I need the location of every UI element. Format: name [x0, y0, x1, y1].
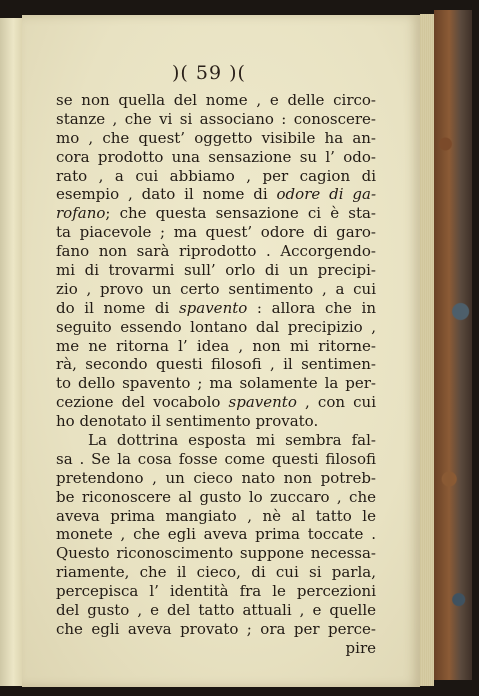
- text-segment: mi di trovarmi sull’ orlo di un precipi-: [56, 261, 376, 280]
- text-line: [56, 525, 376, 544]
- text-line: [56, 242, 376, 261]
- text-segment: monete , che egli aveva prima toccate .: [56, 525, 376, 544]
- page-fore-edge: [420, 14, 434, 686]
- text-segment: se non quella del nome , e delle circo-: [56, 91, 376, 109]
- text-line: [56, 507, 376, 526]
- text-segment: ta piacevole ; ma quest’ odore di garo-: [56, 223, 376, 242]
- facing-page-edge: [0, 18, 23, 686]
- text-segment: percepisca l’ identità fra le percezioni: [56, 582, 376, 601]
- text-line: [56, 318, 376, 337]
- text-segment: cora prodotto una sensazione su l’ odo-: [56, 147, 376, 166]
- text-line: [56, 280, 376, 299]
- text-line: [56, 185, 376, 204]
- text-line: [56, 450, 376, 469]
- text-line: [56, 601, 376, 620]
- text-segment: do il nome di: [56, 298, 179, 317]
- body-text: [56, 91, 376, 658]
- text-segment: sa . Se la cosa fosse come questi filosofi: [56, 449, 376, 468]
- text-segment: pretendono , un cieco nato non potreb-: [56, 468, 376, 487]
- text-segment: riamente, che il cieco, di cui si parla,: [56, 563, 376, 582]
- italic-term: spavento: [228, 393, 297, 412]
- italic-term: odore di ga-: [276, 185, 377, 204]
- text-line: [56, 374, 376, 393]
- text-line: [56, 148, 376, 167]
- text-line: [56, 393, 376, 412]
- text-segment: ; che questa sensazione ci è sta-: [105, 204, 376, 223]
- text-segment: be riconoscere al gusto lo zuccaro , che: [56, 487, 376, 506]
- text-line: [56, 544, 376, 563]
- text-line: [56, 91, 376, 110]
- text-line: [56, 337, 376, 356]
- text-segment: : allora che in: [247, 298, 376, 317]
- text-segment: me ne ritorna l’ idea , non mi ritorne-: [56, 336, 376, 355]
- text-segment: rà, secondo questi filosofi , il sentimen-: [56, 355, 376, 374]
- text-segment: esempio , dato il nome di: [56, 185, 277, 204]
- text-line: [56, 204, 376, 223]
- text-segment: Questo riconoscimento suppone necessa-: [56, 544, 376, 563]
- text-segment: stanze , che vi si associano : conoscere-: [56, 109, 376, 128]
- text-segment: pire: [345, 638, 376, 657]
- text-segment: che egli aveva provato ; ora per perce-: [56, 619, 376, 638]
- text-segment: del gusto , e del tatto attuali , e quelle: [56, 601, 376, 620]
- text-segment: seguito essendo lontano dal precipizio ,: [56, 317, 376, 336]
- text-segment: La dottrina esposta mi sembra fal-: [88, 431, 376, 450]
- text-line: [56, 129, 376, 148]
- text-segment: ho denotato il sentimento provato.: [56, 412, 319, 431]
- text-line: [56, 582, 376, 601]
- text-line: [56, 299, 376, 318]
- text-segment: to dello spavento ; ma solamente la per-: [56, 374, 376, 393]
- text-segment: , con cui: [296, 393, 376, 412]
- text-line: [56, 223, 376, 242]
- text-line: [56, 563, 376, 582]
- text-segment: rato , a cui abbiamo , per cagion di: [56, 166, 376, 185]
- text-segment: zio , provo un certo sentimento , a cui: [56, 279, 376, 298]
- text-line: [56, 488, 376, 507]
- text-line: [56, 431, 376, 450]
- text-line: [56, 261, 376, 280]
- italic-term: rofano: [56, 204, 106, 223]
- text-line: [56, 355, 376, 374]
- italic-term: spavento: [178, 298, 248, 317]
- text-line: [56, 469, 376, 488]
- text-segment: fano non sarà riprodotto . Accorgendo-: [56, 242, 376, 261]
- text-segment: mo , che quest’ oggetto visibile ha an-: [56, 128, 376, 147]
- marbled-cover: [434, 10, 472, 680]
- text-line: [56, 412, 376, 431]
- catchword: [56, 639, 376, 658]
- text-segment: aveva prima mangiato , nè al tatto le: [56, 506, 376, 525]
- page-number: )( 59 )(: [172, 62, 246, 84]
- text-segment: cezione del vocabolo: [56, 393, 229, 412]
- text-line: [56, 620, 376, 639]
- text-line: [56, 110, 376, 129]
- text-line: [56, 167, 376, 186]
